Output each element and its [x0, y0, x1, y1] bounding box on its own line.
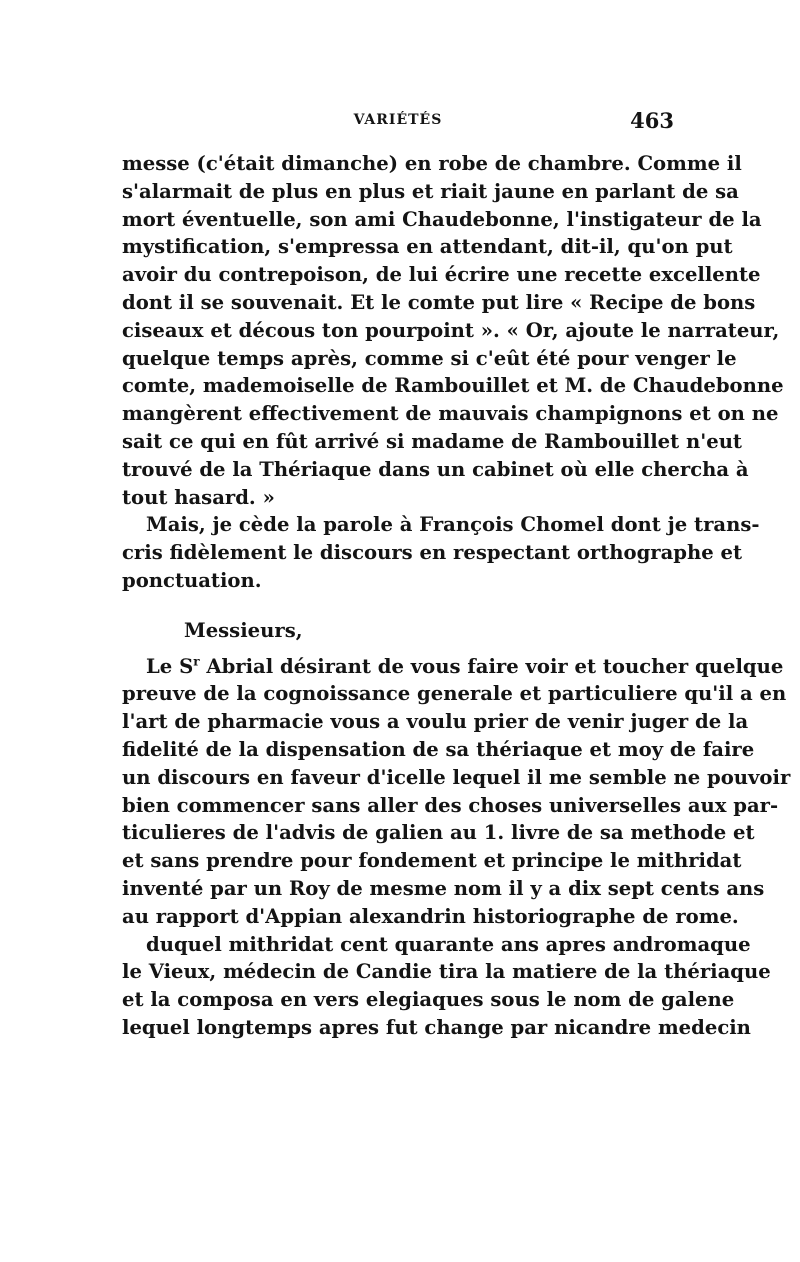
text-line: un discours en faveur d'icelle lequel il me semble ne pouvoir: [122, 765, 791, 789]
text-fragment: Le S: [146, 654, 194, 678]
text-line: avoir du contrepoison, de lui écrire une recette excellente: [122, 263, 761, 287]
text-line: le Vieux, médecin de Candie tira la matiere de la thériaque: [122, 960, 771, 984]
text-line: mangèrent effectivement de mauvais champignons et on ne: [122, 402, 779, 426]
text-line: comte, mademoiselle de Rambouillet et M. de Chaudebonne: [122, 374, 784, 398]
paragraph-mithridat: [122, 931, 771, 1042]
text-line: lequel longtemps apres fut change par nicandre medecin: [122, 1015, 751, 1039]
page-number: 463: [630, 108, 674, 133]
text-line: inventé par un Roy de mesme nom il y a dix sept cents ans: [122, 876, 765, 900]
body-text: [122, 150, 791, 1042]
text-line: mystification, s'empressa en attendant, dit-il, qu'on put: [122, 235, 733, 259]
text-line: Mais, je cède la parole à François Chomel dont je trans-: [146, 513, 760, 537]
text-line: [122, 653, 784, 681]
text-line: bien commencer sans aller des choses universelles aux par-: [122, 793, 779, 817]
text-line: cris fidèlement le discours en respectant orthographe et: [122, 541, 743, 565]
text-line: ponctuation.: [122, 568, 262, 592]
text-line: mort éventuelle, son ami Chaudebonne, l'instigateur de la: [122, 207, 762, 231]
text-line: au rapport d'Appian alexandrin historiographe de rome.: [122, 904, 739, 928]
text-line: et sans prendre pour fondement et principe le mithridat: [122, 849, 742, 873]
text-line: tout hasard. »: [122, 485, 275, 509]
text-line: quelque temps après, comme si c'eût été pour venger le: [122, 346, 737, 370]
salutation: Messieurs,: [184, 618, 303, 642]
text-line: trouvé de la Thériaque dans un cabinet où elle chercha à: [122, 457, 749, 481]
text-line: et la composa en vers elegiaques sous le nom de galene: [122, 988, 735, 1012]
text-line: messe (c'était dimanche) en robe de chambre. Comme il: [122, 152, 742, 175]
paragraph-discourse: [122, 653, 791, 931]
text-line: ciseaux et décous ton pourpoint ». « Or, ajoute le narrateur,: [122, 318, 780, 342]
paragraph-anecdote: [122, 150, 784, 511]
text-line: l'art de pharmacie vous a voulu prier de venir juger de la: [122, 710, 749, 734]
paragraph-introduction: [122, 511, 760, 594]
superscript: r: [193, 654, 200, 669]
text-fragment: Abrial désirant de vous faire voir et toucher quelque: [199, 654, 784, 678]
text-line: ticulieres de l'advis de galien au 1. livre de sa methode et: [122, 821, 755, 845]
text-line: duquel mithridat cent quarante ans apres andromaque: [146, 932, 751, 956]
running-head: [122, 108, 674, 142]
text-line: dont il se souvenait. Et le comte put lire « Recipe de bons: [122, 290, 756, 314]
text-line: sait ce qui en fût arrivé si madame de Rambouillet n'eut: [122, 429, 742, 453]
text-line: fidelité de la dispensation de sa thériaque et moy de faire: [122, 737, 755, 761]
running-title: VARIÉTÉS: [353, 112, 443, 128]
text-line: s'alarmait de plus en plus et riait jaune en parlant de sa: [122, 179, 739, 203]
text-line: preuve de la cognoissance generale et particuliere qu'il a en: [122, 682, 787, 706]
